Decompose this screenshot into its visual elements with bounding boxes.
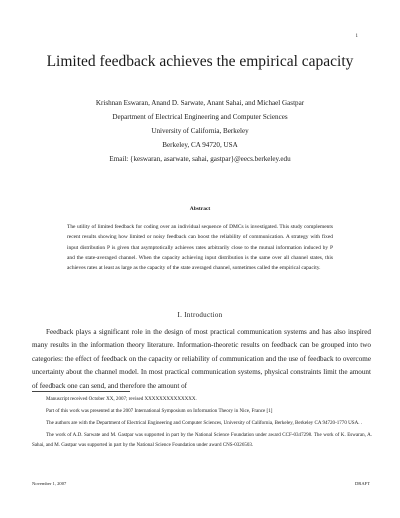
section-heading-introduction: I. Introduction [177, 311, 223, 319]
footnote-presentation: Part of this work was presented at the 2007 International Symposium on Information Theory in Nice, France [1] [46, 407, 273, 414]
footnote-affiliation: The authors are with the Department of Electrical Engineering and Computer Sciences, University of California, Berkeley, Berkeley CA 94720-1770 USA. . [46, 419, 362, 426]
affiliation-department: Department of Electrical Engineering and Computer Sciences [112, 113, 288, 121]
footnote-divider [32, 391, 130, 392]
footer-date: November 1, 2007 [32, 481, 67, 486]
paper-title: Limited feedback achieves the empirical capacity [46, 53, 354, 70]
footnotes [32, 395, 372, 453]
abstract-body: The utility of limited feedback for coding over an individual sequence of DMCs is investigated. This study complements recent results showing how limited or noisy feedback can boost the reliability of communication. A strategy with fixed input distribution P is given that asymptotically achieves rates arbitrarily close to the mutual information induced by P and the state-averaged channel. When the capacity achieving input distribution is the same over all channel states, this achieves rates at least as large as the capacity of the state averaged channel, sometimes called the empirical capacity. [67, 224, 333, 271]
author-email: Email: {keswaran, asarwate, sahai, gastpar}@eecs.berkeley.edu [109, 155, 291, 163]
footer-draft-label: DRAFT [354, 481, 370, 486]
introduction-paragraph: Feedback plays a significant role in the design of most practical communication systems and has also inspired many results in the information theory literature. Information-theoretic results on feedback can be grouped into two categories: the effect of feedback on the capacity or reliability of communication and the use of feedback to overcome uncertainty about the channel model. In most practical communication systems, physical constraints limit the amount of feedback one can send, and therefore the amount of [32, 328, 371, 390]
page-number: 1 [355, 34, 358, 39]
footnote-manuscript: Manuscript received October XX, 2007; revised XXXXXXXXXXXXXX. [46, 396, 197, 402]
author-list: Krishnan Eswaran, Anand D. Sarwate, Anant Sahai, and Michael Gastpar [95, 99, 305, 107]
footnote-funding: The work of A.D. Sarwate and M. Gastpar was supported in part by the National Science Foundation under award CCF-0347298. The work of K. Eswaran, A. Sahai, and M. Gastpar was supported in part by the National Science Foundation under award CNS-0326503. [32, 431, 372, 448]
affiliation-city: Berkeley, CA 94720, USA [162, 141, 238, 149]
abstract-heading: Abstract [189, 206, 211, 212]
affiliation-university: University of California, Berkeley [151, 127, 249, 135]
